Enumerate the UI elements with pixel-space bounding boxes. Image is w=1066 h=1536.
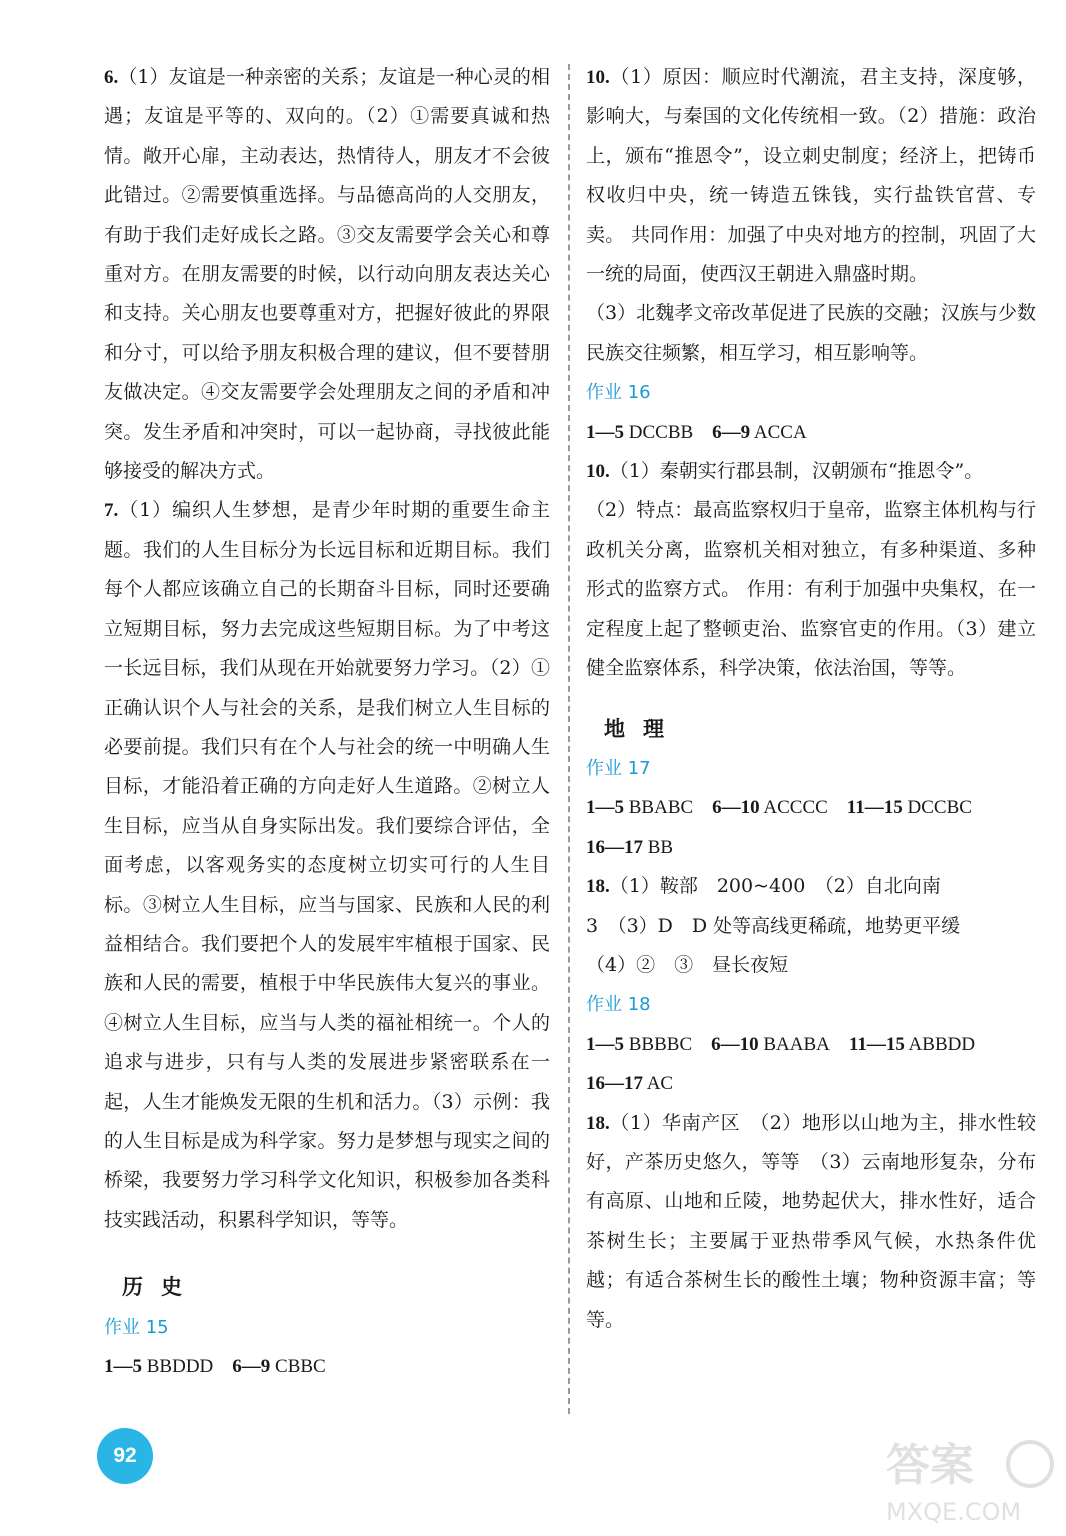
answer-keys-16: [586, 413, 1036, 452]
key-range: 16—17: [586, 836, 643, 858]
question-number: 18.: [586, 876, 610, 898]
key-range: 11—15: [846, 797, 903, 819]
answer-text: （1）原因：顺应时代潮流，君主支持，深度够，影响大，与秦国的文化传统相一致。（2）措施：政治上，颁布“推恩令”，设立刺史制度；经济上，把铸币权收归中央，统一铸造五铢钱，实行盐铁官营、专卖。 共同作用：加强了中央对地方的控制，巩固了大一统的局面，使西汉王朝进入鼎盛时期。: [586, 66, 1036, 286]
key-answers: ACCA: [753, 421, 807, 443]
answer-10-hw16: [586, 452, 1036, 491]
key-answers: DCCBC: [907, 797, 972, 819]
question-number: 10.: [586, 67, 610, 88]
column-divider: [568, 64, 570, 1414]
answer-keys-15: [104, 1347, 550, 1386]
question-number: 6.: [104, 67, 119, 88]
answer-18-hw18: [586, 1104, 1036, 1340]
key-range: 16—17: [586, 1073, 643, 1095]
answer-18-hw17-line2: 3 （3）D D 处等高线更稀疏，地势更平缓: [586, 914, 961, 937]
key-answers: ABBDD: [908, 1033, 976, 1055]
key-range: 11—15: [848, 1033, 905, 1055]
key-range: 6—9: [712, 421, 751, 443]
key-range: 1—5: [586, 421, 624, 443]
answer-10-hw15: [586, 58, 1036, 294]
answer-keys-17: [586, 788, 1036, 827]
key-answers: BAABA: [763, 1033, 830, 1055]
answer-text: （1）友谊是一种亲密的关系；友谊是一种心灵的相遇；友谊是平等的、双向的。（2）①需要真诚和热情。敞开心扉，主动表达，热情待人，朋友才不会彼此错过。②需要慎重选择。与品德高尚的人交朋友，有助于我们走好成长之路。③交友需要学会关心和尊重对方。在朋友需要的时候，以行动向朋友表达关心和支持。关心朋友也要尊重对方，把握好彼此的界限和分寸，可以给予朋友积极合理的建议，但不要替朋友做决定。④交友需要学会处理朋友之间的矛盾和冲突。发生矛盾和冲突时，可以一起协商，寻找彼此能够接受的解决方式。: [104, 66, 550, 483]
right-column: [586, 58, 1036, 1340]
svg-text:答案: 答案: [886, 1440, 974, 1491]
watermark-logo: [880, 1428, 1060, 1528]
key-answers: BB: [647, 836, 674, 858]
homework-title-16: 作业 16: [586, 382, 651, 404]
answer-keys-18-extra: [586, 1064, 1036, 1103]
answer-7: [104, 491, 550, 1240]
answer-text: （1）编织人生梦想，是青少年时期的重要生命主题。我们的人生目标分为长远目标和近期目标。我们每个人都应该确立自己的长期奋斗目标，同时还要确立短期目标，努力去完成这些短期目标。为了中考这一长远目标，我们从现在开始就要努力学习。（2）①正确认识个人与社会的关系，是我们树立人生目标的必要前提。我们只有在个人与社会的统一中明确人生目标，才能沿着正确的方向走好人生道路。②树立人生目标，应当从自身实际出发。我们要综合评估，全面考虑，以客观务实的态度树立切实可行的人生目标。③树立人生目标，应当与国家、民族和人民的利益相结合。我们要把个人的发展牢牢植根于国家、民族和人民的需要，植根于中华民族伟大复兴的事业。④树立人生目标，应当与人类的福祉相统一。个人的追求与进步，只有与人类的发展进步紧密联系在一起，人生才能焕发无限的生机和活力。（3）示例：我的人生目标是成为科学家。努力是梦想与现实之间的桥梁，我要努力学习科学文化知识，积极参加各类科技实践活动，积累科学知识，等等。: [104, 499, 550, 1231]
answer-18-hw17-line3: （4）② ③ 昼长夜短: [586, 953, 789, 976]
answer-keys-18: [586, 1025, 1036, 1064]
page-number-badge: 92: [97, 1428, 153, 1484]
answer-text: （1）鞍部 200~400 （2）自北向南: [609, 875, 941, 898]
answer-text: （1）华南产区 （2）地形以山地为主，排水性较好，产茶历史悠久，等等 （3）云南地形复杂，分布有高原、山地和丘陵，地势起伏大，排水性好，适合茶树生长；主要属于亚热带季风气候，水热条件优越；有适合茶树生长的酸性土壤；物种资源丰富；等等。: [586, 1111, 1036, 1331]
answer-18-hw17-line1: [586, 867, 1036, 906]
key-answers: ACCCC: [763, 797, 828, 819]
key-answers: BBBBC: [628, 1033, 693, 1055]
answer-6: [104, 58, 550, 491]
key-range: 1—5: [586, 797, 624, 819]
left-column: [104, 58, 550, 1386]
section-title-geography: 地理: [604, 716, 682, 741]
answer-keys-17-extra: [586, 828, 1036, 867]
question-number: 18.: [586, 1112, 610, 1134]
key-range: 1—5: [104, 1356, 142, 1377]
key-answers: BBABC: [628, 797, 694, 819]
key-range: 6—10: [712, 797, 760, 819]
question-number: 10.: [586, 461, 610, 483]
key-answers: AC: [646, 1073, 674, 1095]
key-range: 6—10: [711, 1033, 759, 1055]
key-answers: BBDDD: [146, 1356, 214, 1377]
key-answers: CBBC: [275, 1356, 326, 1377]
answer-10-hw16-part2: （2）特点：最高监察权归于皇帝，监察主体机构与行政机关分离，监察机关相对独立，有多种渠道、多种形式的监察方式。 作用：有利于加强中央集权，在一定程度上起了整顿吏治、监察官吏的作用。（3）建立健全监察体系，科学决策，依法治国，等等。: [586, 499, 1036, 680]
svg-text:MXQE.COM: MXQE.COM: [886, 1498, 1022, 1526]
section-title-history: 历史: [122, 1275, 200, 1300]
key-range: 1—5: [586, 1033, 624, 1055]
key-range: 6—9: [232, 1356, 271, 1377]
question-number: 7.: [104, 500, 119, 522]
key-answers: DCCBB: [628, 421, 694, 443]
homework-title-15: 作业 15: [104, 1316, 169, 1338]
answer-10-hw15-part3: （3）北魏孝文帝改革促进了民族的交融；汉族与少数民族交往频繁，相互学习，相互影响等。: [586, 302, 1036, 364]
answer-text: （1）秦朝实行郡县制，汉朝颁布“推恩令”。: [609, 460, 984, 483]
homework-title-17: 作业 17: [586, 757, 651, 779]
homework-title-18: 作业 18: [586, 994, 651, 1016]
